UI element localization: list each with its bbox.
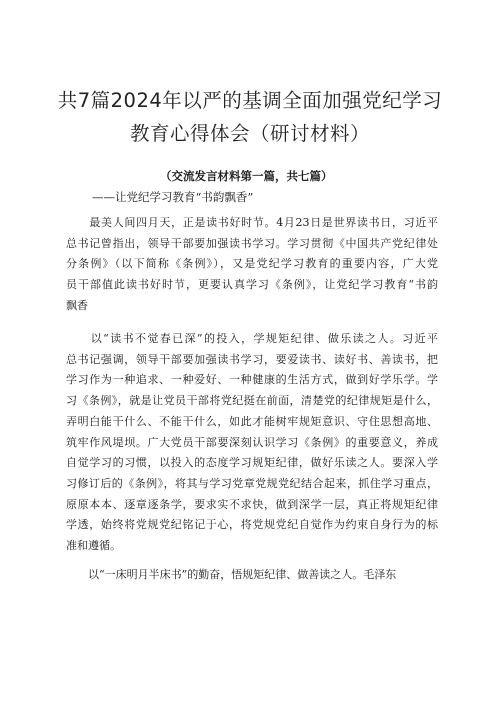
paragraph-line: 习《条例》，就是让党员干部将党纪挺在前面，清楚党的纪律规矩是什么， [66,394,438,408]
paragraph-line: 学习作为一种追求、一种爱好、一种健康的生活方式，做到好学乐学。学 [66,373,438,387]
paragraph-line: 总书记曾指出，领导干部要加强读书学习。学习贯彻《中国共产党纪律处 [66,236,438,250]
section-subtitle: （交流发言材料第一篇，共七篇） [160,169,333,183]
paragraph-line: 总书记强调，领导干部要加强读书学习，要爱读书、读好书、善读书，把 [66,352,438,366]
paragraph-line: 员干部值此读书好时节，更要认真学习《条例》，让党纪学习教育“书韵 [66,278,438,292]
paragraph-line: 飘香 [66,298,88,312]
paragraph-3 [66,565,438,586]
paragraph-line: 自觉学习的习惯，以投入的态度学习规矩纪律，做好乐读之人。要深入学 [66,456,438,470]
paragraph-line: 弄明白能干什么、不能干什么，如此才能树牢规矩意识、守住思想高地、 [66,414,438,428]
document-title [40,84,460,150]
paragraph-line: 分条例》（以下简称《条例》），又是党纪学习教育的重要内容，广大党 [66,257,438,271]
paragraph-line: 习修订后的《条例》，将其与学习党章党规党纪结合起来，抓住学习重点， [66,476,438,490]
paragraph-line: 以“一床明月半床书”的勤奋，悟规矩纪律、做善读之人。毛泽东 [66,568,397,581]
paragraph-line: 学透，始终将党规党纪铭记于心，将党规党纪自觉作为约束自身行为的标 [66,518,438,532]
paragraph-line: 原原本本、逐章逐条学，要求实不求快，做到深学一层，真正将规矩纪律 [66,497,438,511]
paragraph-line: 以“读书不觉春已深”的投入，学规矩纪律、做乐读之人。习近平 [66,332,438,345]
paragraph-line: 准和遵循。 [66,539,121,553]
paragraph-line: 筑牢作风堤坝。广大党员干部要深刻认识学习《条例》的重要意义，养成 [66,435,438,449]
paragraph-1 [66,213,438,317]
title-line-1: 共7篇2024年以严的基调全面加强党纪学习 [57,89,443,112]
title-line-2: 教育心得体会（研讨材料） [129,122,370,145]
paragraph-2 [66,329,438,557]
section-tagline: ——让党纪学习教育“书韵飘香” [92,190,254,204]
paragraph-line: 最美人间四月天，正是读书好时节。4月23日是世界读书日，习近平 [66,216,438,229]
